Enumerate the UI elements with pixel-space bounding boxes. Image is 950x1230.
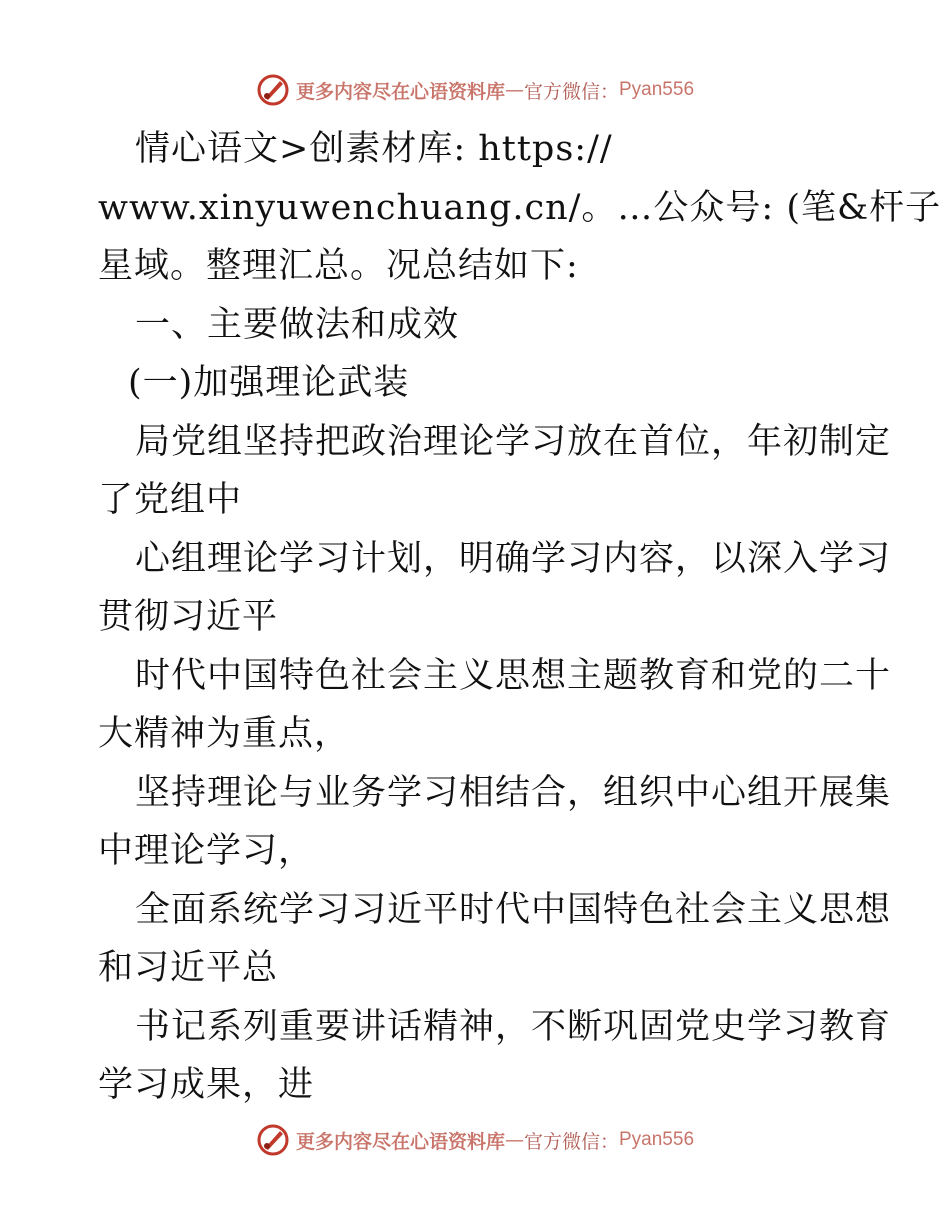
body-line: 学习成果，进 — [98, 1065, 315, 1105]
body-line: 书记系列重要讲话精神，不断巩固党史学习教育 — [135, 1006, 892, 1047]
header-watermark-banner — [0, 68, 950, 112]
body-line: 全面系统学习习近平时代中国特色社会主义思想 — [135, 889, 892, 930]
red-quill-seal-icon — [256, 73, 290, 107]
body-line: 星域。整理汇总。况总结如下: — [98, 246, 579, 286]
footer-watermark-banner — [0, 1118, 950, 1162]
red-quill-seal-icon — [256, 1123, 290, 1157]
subsection-heading: (一)加强理论武装 — [128, 363, 410, 403]
banner-main-text: 更多内容尽在心语资料库 — [295, 1130, 505, 1153]
body-line: 坚持理论与业务学习相结合，组织中心组开展集 — [135, 772, 892, 813]
section-heading: 一、主要做法和成效 — [135, 304, 460, 345]
body-line: 贯彻习近平 — [98, 597, 279, 637]
banner-wechat-id: Pyan556 — [619, 79, 695, 100]
banner-wechat-label: 官方微信： — [523, 80, 619, 103]
body-line: 和习近平总 — [98, 948, 279, 988]
body-line: 中理论学习， — [98, 831, 315, 871]
body-line: 了党组中 — [98, 480, 243, 520]
body-line: www.xinyuwenchuang.cn/。…公众号: (笔&杆子 — [98, 187, 942, 228]
banner-dash: — — [504, 79, 524, 101]
body-line: 心组理论学习计划，明确学习内容，以深入学习 — [135, 538, 892, 579]
body-line: 大精神为重点， — [98, 714, 351, 754]
banner-wechat-id: Pyan556 — [619, 1129, 695, 1150]
document-body — [98, 120, 942, 1115]
banner-dash: — — [504, 1129, 524, 1151]
banner-wechat-label: 官方微信： — [523, 1130, 619, 1153]
body-line: 局党组坚持把政治理论学习放在首位，年初制定 — [135, 421, 892, 462]
body-line: 时代中国特色社会主义思想主题教育和党的二十 — [135, 655, 892, 696]
banner-main-text: 更多内容尽在心语资料库 — [295, 80, 505, 103]
body-line: 情心语文>创素材库: https:// — [135, 129, 613, 169]
